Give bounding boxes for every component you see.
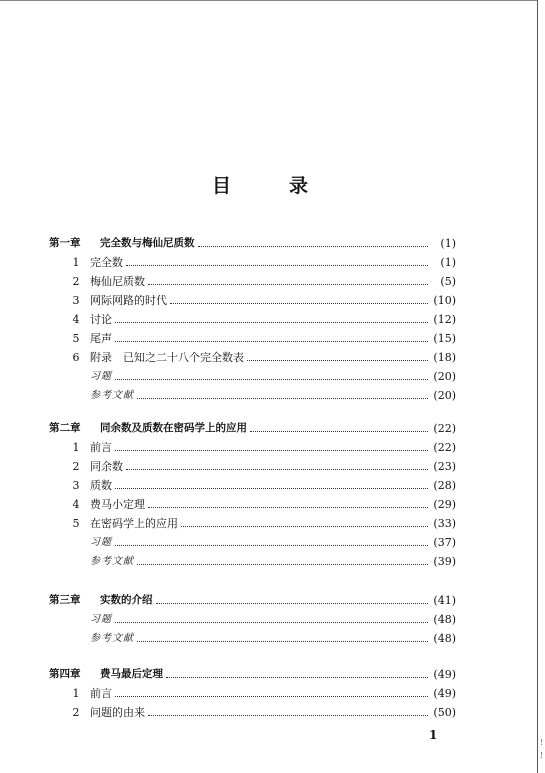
page-ref: (20) — [433, 370, 456, 383]
toc-sub-row[interactable] — [0, 530, 545, 549]
margin-mark: ! — [540, 738, 544, 747]
chapter-label: 第四章 — [49, 668, 81, 680]
sub-entry-title: 习题 — [90, 371, 112, 382]
toc-sub-row[interactable] — [0, 364, 545, 383]
dot-leader — [137, 641, 428, 642]
page-ref: (39) — [433, 555, 456, 568]
dot-leader — [148, 284, 428, 285]
dot-leader — [198, 246, 428, 247]
section-number: 2 — [72, 706, 80, 719]
toc-section-row[interactable] — [0, 326, 545, 345]
chapter-title: 同余数及质数在密码学上的应用 — [100, 422, 247, 434]
sub-entry-title: 习题 — [90, 614, 112, 625]
sub-entry-title: 参考文献 — [90, 390, 134, 401]
dot-leader — [148, 507, 428, 508]
page-ref: (15) — [433, 332, 456, 345]
toc-section-row[interactable] — [0, 511, 545, 530]
dot-leader — [247, 360, 428, 361]
section-title: 在密码学上的应用 — [90, 517, 178, 530]
toc-section-row[interactable] — [0, 307, 545, 326]
dot-leader — [156, 603, 428, 604]
section-number: 2 — [72, 275, 80, 288]
page-ref: (50) — [433, 706, 456, 719]
page-ref: (12) — [433, 313, 456, 326]
toc-sub-row[interactable] — [0, 549, 545, 568]
page-ref: (18) — [433, 351, 456, 364]
toc-section-row[interactable] — [0, 288, 545, 307]
page-ref: (10) — [433, 294, 456, 307]
page-ref: (1) — [440, 237, 456, 250]
section-title: 费马小定理 — [90, 498, 145, 511]
dot-leader — [115, 545, 428, 546]
section-number: 4 — [72, 498, 80, 511]
dot-leader — [126, 469, 428, 470]
toc-chapter-row[interactable] — [0, 588, 545, 607]
dot-leader — [115, 622, 428, 623]
toc-section-row[interactable] — [0, 269, 545, 288]
dot-leader — [115, 488, 428, 489]
section-number: 6 — [72, 351, 80, 364]
margin-mark: ! — [540, 751, 544, 760]
section-title: 网际网路的时代 — [90, 294, 167, 307]
page-ref: (37) — [433, 536, 456, 549]
page-ref: (28) — [433, 479, 456, 492]
toc-section-row[interactable] — [0, 435, 545, 454]
section-number: 4 — [72, 313, 80, 326]
page-ref: (48) — [433, 613, 456, 626]
page-ref: (1) — [440, 256, 456, 269]
dot-leader — [250, 431, 428, 432]
page-ref: (22) — [433, 441, 456, 454]
toc-sub-row[interactable] — [0, 626, 545, 645]
sub-entry-title: 习题 — [90, 537, 112, 548]
page-number: 1 — [429, 728, 438, 742]
dot-leader — [115, 322, 428, 323]
sub-entry-title: 参考文献 — [90, 556, 134, 567]
section-number: 3 — [72, 479, 80, 492]
dot-leader — [115, 341, 428, 342]
section-number: 5 — [72, 332, 80, 345]
chapter-title: 实数的介绍 — [100, 594, 153, 606]
toc-section-row[interactable] — [0, 700, 545, 719]
section-title: 附录 已知之二十八个完全数表 — [90, 351, 244, 364]
page-ref: (49) — [433, 687, 456, 700]
toc-chapter-row[interactable] — [0, 416, 545, 435]
page-ref: (49) — [433, 668, 456, 681]
dot-leader — [115, 450, 428, 451]
chapter-label: 第三章 — [49, 594, 81, 606]
dot-leader — [115, 379, 428, 380]
section-number: 1 — [72, 441, 80, 454]
section-title: 同余数 — [90, 460, 123, 473]
section-title: 尾声 — [90, 332, 112, 345]
dot-leader — [148, 715, 428, 716]
toc-section-row[interactable] — [0, 454, 545, 473]
section-number: 1 — [72, 256, 80, 269]
chapter-title: 费马最后定理 — [100, 668, 163, 680]
section-number: 3 — [72, 294, 80, 307]
toc-sub-row[interactable] — [0, 383, 545, 402]
dot-leader — [137, 398, 428, 399]
page-ref: (29) — [433, 498, 456, 511]
toc-chapter-row[interactable] — [0, 231, 545, 250]
section-number: 2 — [72, 460, 80, 473]
sub-entry-title: 参考文献 — [90, 633, 134, 644]
page-ref: (41) — [433, 594, 456, 607]
title-char-1: 目 — [211, 175, 231, 197]
toc-section-row[interactable] — [0, 492, 545, 511]
page-ref: (48) — [433, 632, 456, 645]
title-char-2: 录 — [289, 175, 309, 197]
section-number: 5 — [72, 517, 80, 530]
toc-section-row[interactable] — [0, 473, 545, 492]
dot-leader — [137, 564, 428, 565]
chapter-label: 第一章 — [49, 237, 81, 249]
page-ref: (23) — [433, 460, 456, 473]
section-title: 讨论 — [90, 313, 112, 326]
dot-leader — [181, 526, 428, 527]
chapter-label: 第二章 — [49, 422, 81, 434]
toc-sub-row[interactable] — [0, 607, 545, 626]
toc-section-row[interactable] — [0, 250, 545, 269]
section-title: 问题的由来 — [90, 706, 145, 719]
dot-leader — [115, 696, 428, 697]
page-ref: (22) — [433, 422, 456, 435]
page-ref: (5) — [440, 275, 456, 288]
toc-section-row[interactable] — [0, 345, 545, 364]
section-title: 前言 — [90, 441, 112, 454]
toc-chapter-row[interactable] — [0, 662, 545, 681]
page-ref: (33) — [433, 517, 456, 530]
dot-leader — [170, 303, 428, 304]
section-title: 前言 — [90, 687, 112, 700]
dot-leader — [126, 265, 428, 266]
toc-section-row[interactable] — [0, 681, 545, 700]
chapter-title: 完全数与梅仙尼质数 — [100, 237, 195, 249]
page-ref: (20) — [433, 389, 456, 402]
section-title: 质数 — [90, 479, 112, 492]
dot-leader — [166, 677, 428, 678]
section-number: 1 — [72, 687, 80, 700]
section-title: 梅仙尼质数 — [90, 275, 145, 288]
section-title: 完全数 — [90, 256, 123, 269]
